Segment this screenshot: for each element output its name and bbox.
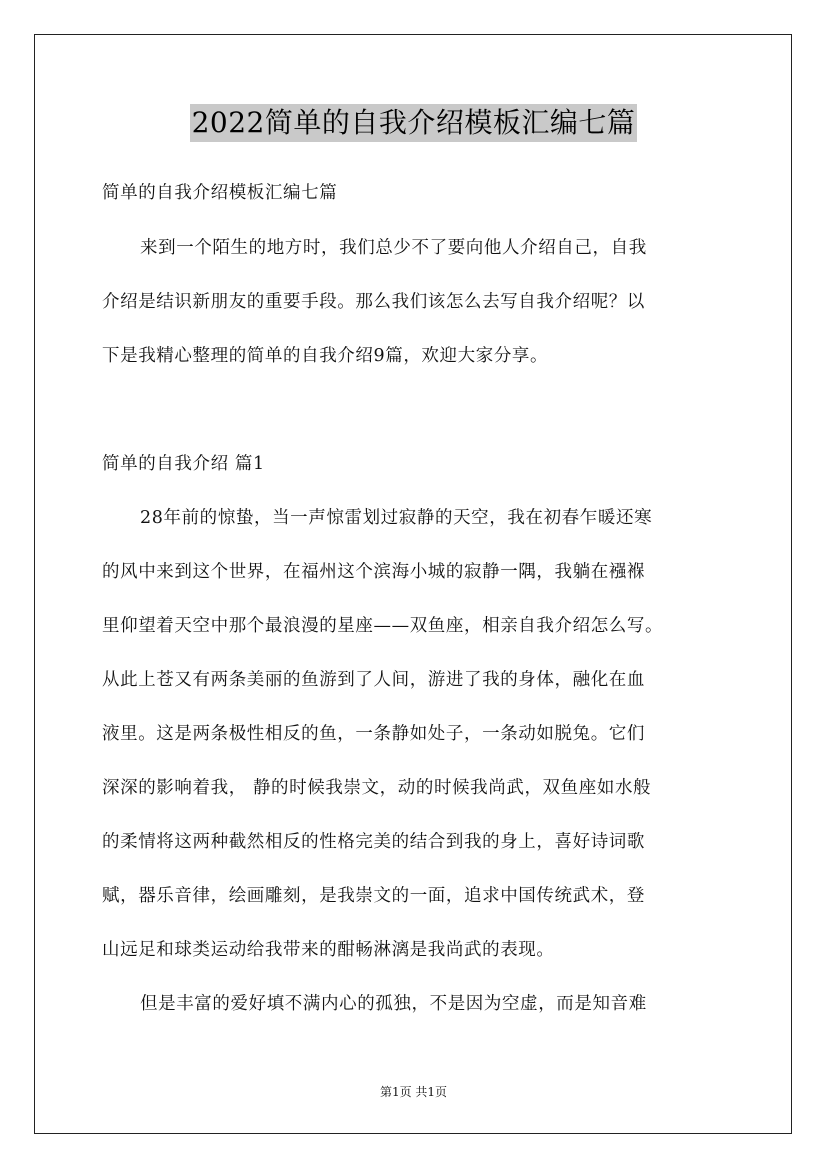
paragraph-line: 赋，器乐音律，绘画雕刻，是我崇文的一面，追求中国传统武术，登 [102,886,645,906]
paragraph-line: 从此上苍又有两条美丽的鱼游到了人间，游进了我的身体，融化在血 [102,670,645,690]
page-footer: 第1页 共1页 [379,1085,448,1099]
paragraph-line: 深深的影响着我， 静的时候我崇文，动的时候我尚武，双鱼座如水般 [102,778,652,798]
paragraph-line: 下是我精心整理的简单的自我介绍9篇，欢迎大家分享。 [102,346,549,366]
document-title: 2022简单的自我介绍模板汇编七篇 [190,104,638,142]
section-heading: 简单的自我介绍 篇1 [102,454,265,474]
paragraph-line: 介绍是结识新朋友的重要手段。那么我们该怎么去写自我介绍呢？以 [102,292,645,312]
paragraph-line: 但是丰富的爱好填不满内心的孤独，不是因为空虚，而是知音难 [140,994,647,1014]
paragraph-line: 里仰望着天空中那个最浪漫的星座——双鱼座，相亲自我介绍怎么写。 [102,616,664,636]
title-container [0,104,827,142]
paragraph-line: 28年前的惊蛰，当一声惊雷划过寂静的天空，我在初春乍暖还寒 [140,508,653,528]
paragraph-line: 液里。这是两条极性相反的鱼，一条静如处子，一条动如脱兔。它们 [102,724,645,744]
paragraph-line: 山远足和球类运动给我带来的酣畅淋漓是我尚武的表现。 [102,940,555,960]
paragraph-line: 的风中来到这个世界，在福州这个滨海小城的寂静一隅，我躺在襁褓 [102,562,645,582]
paragraph-line: 的柔情将这两种截然相反的性格完美的结合到我的身上，喜好诗词歌 [102,832,645,852]
subtitle-line: 简单的自我介绍模板汇编七篇 [102,183,338,203]
paragraph-line: 来到一个陌生的地方时，我们总少不了要向他人介绍自己，自我 [140,238,647,258]
